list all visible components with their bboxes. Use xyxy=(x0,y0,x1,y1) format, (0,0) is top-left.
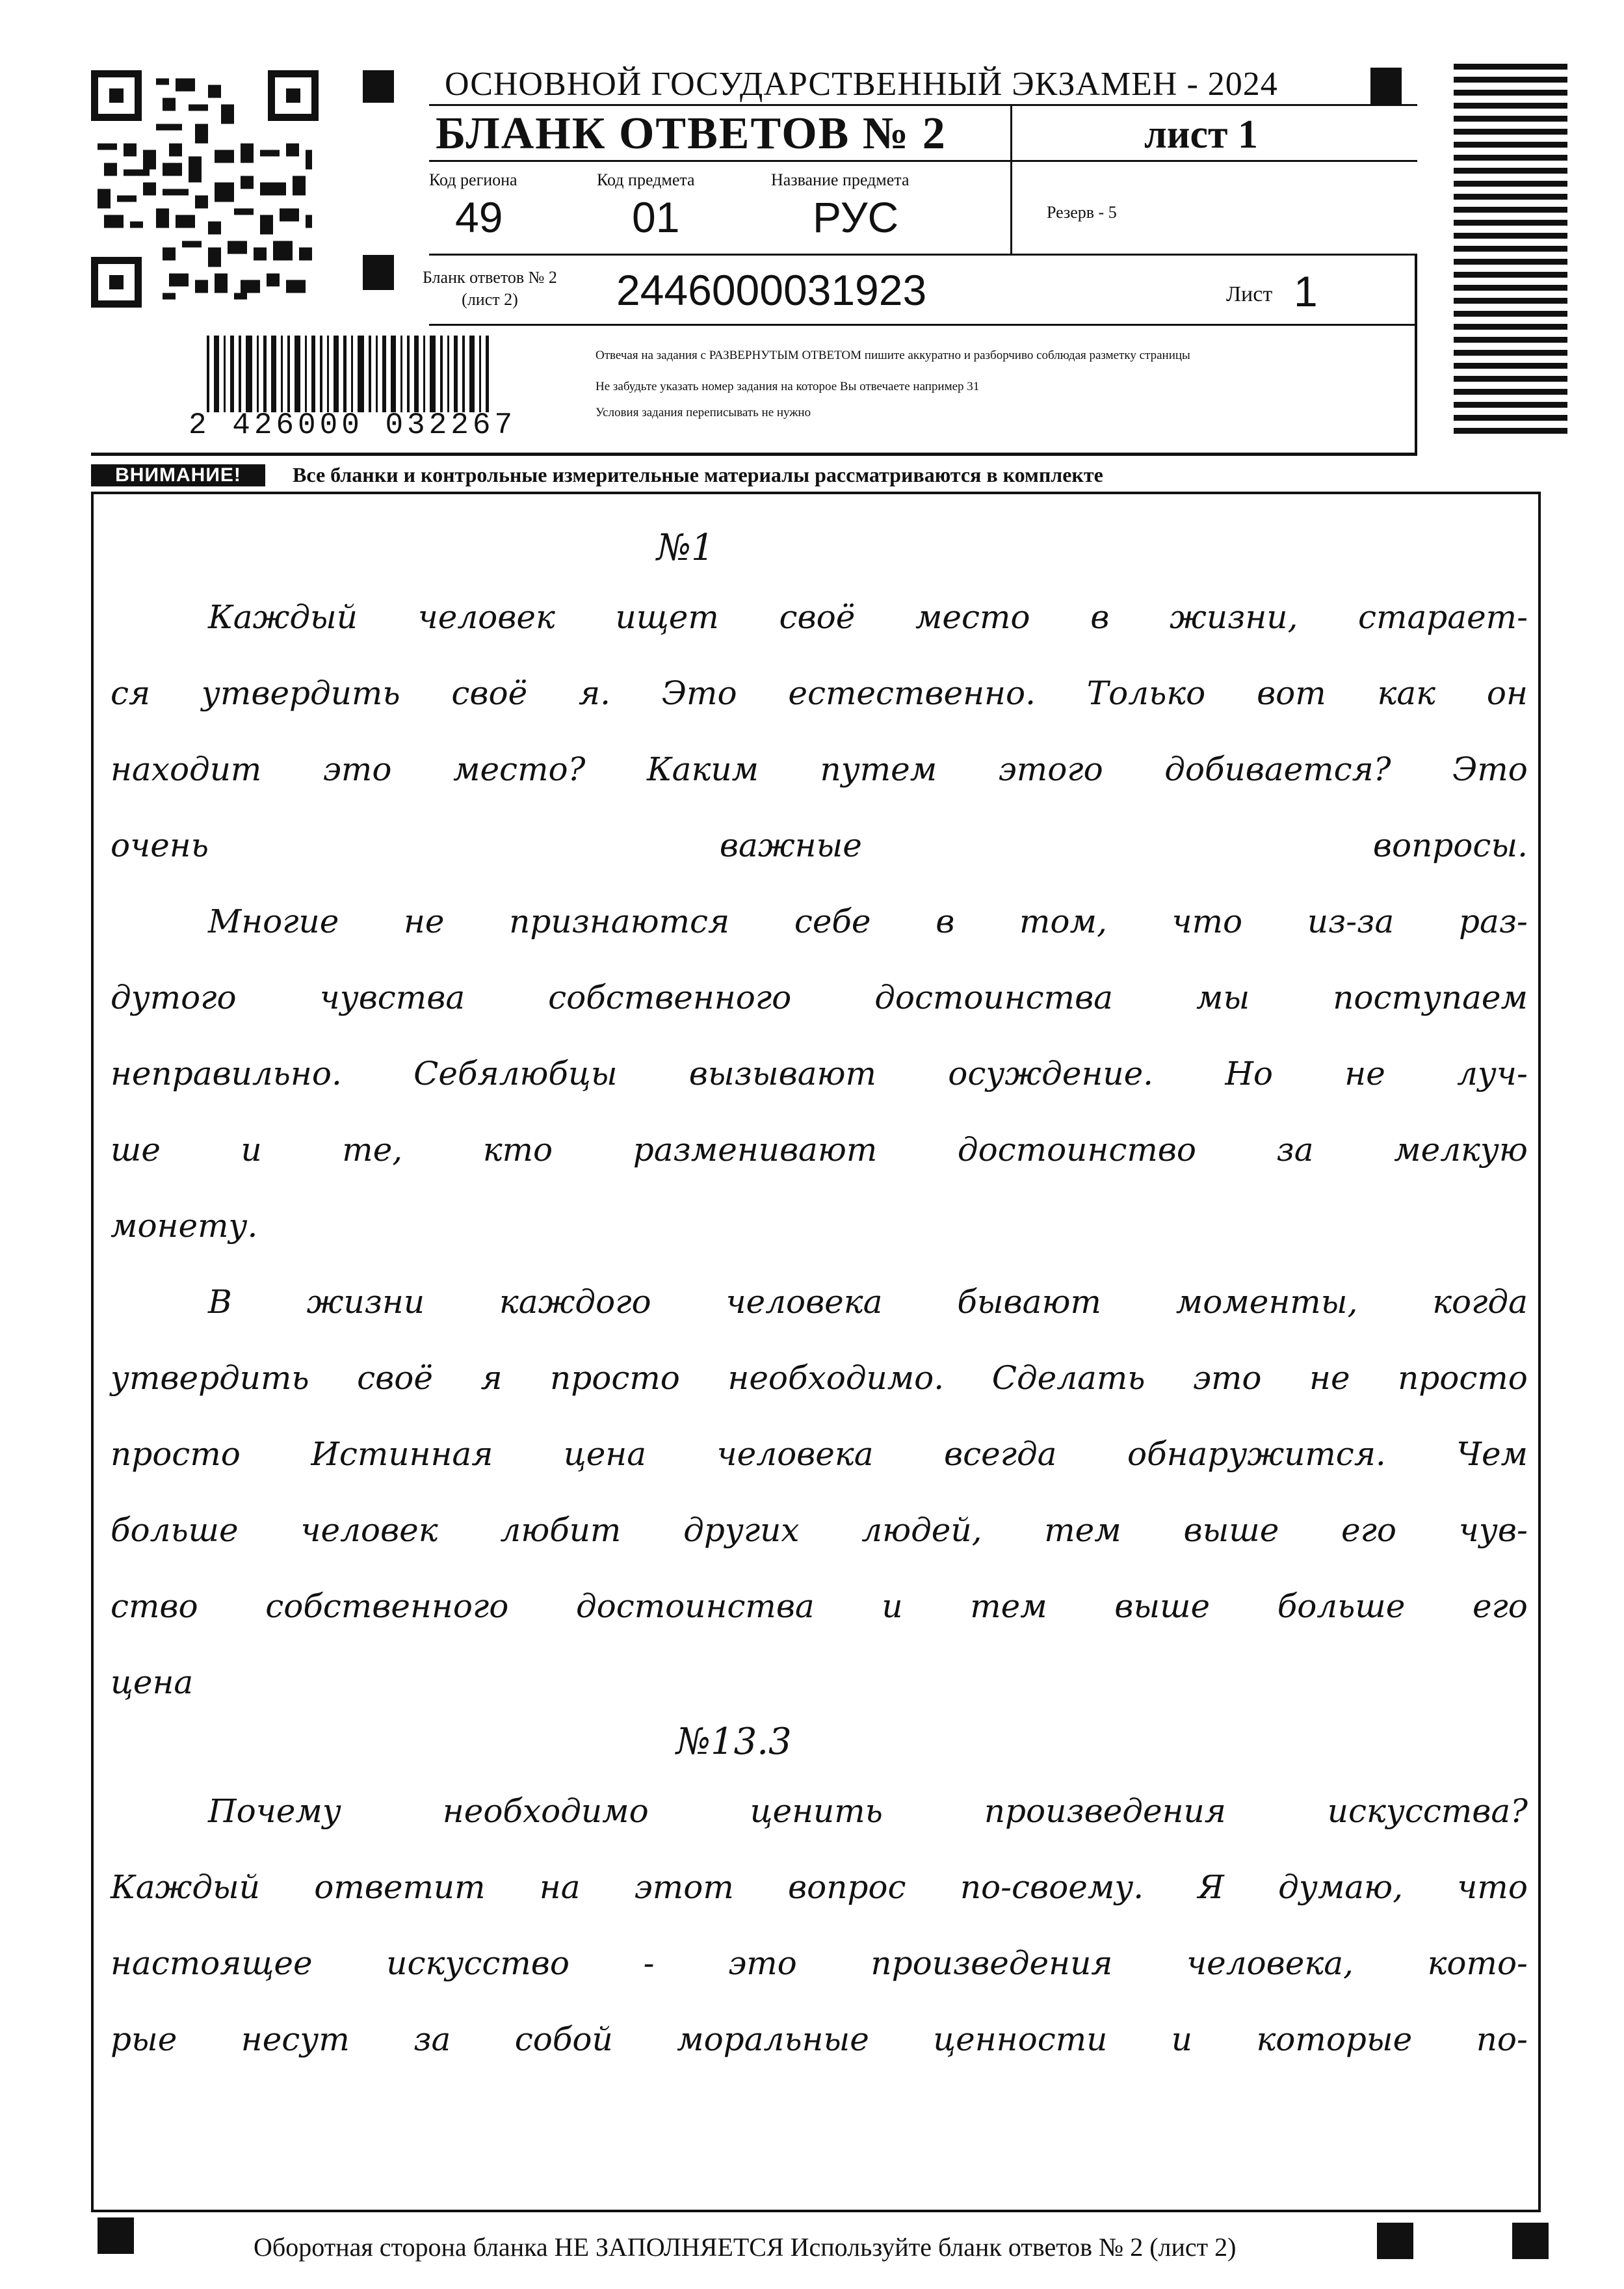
barcode-number: 2 426000 032267 xyxy=(189,408,517,442)
handwritten-line: Многие не признаются себе в том, что из-за раз- xyxy=(208,903,1528,940)
subject-code-label: Код предмета xyxy=(597,170,695,189)
region-code-value: 49 xyxy=(455,193,503,241)
task-number-heading: №13.3 xyxy=(676,1721,792,1763)
alignment-marker xyxy=(1377,2223,1413,2259)
warning-text: Все бланки и контрольные измерительные материалы рассматриваются в комплекте xyxy=(293,463,1103,486)
reserve-label: Резерв - 5 xyxy=(1047,203,1117,222)
task-number-heading: №1 xyxy=(657,527,714,569)
handwritten-line: дутого чувства собственного достоинства мы поступаем xyxy=(111,979,1528,1016)
handwritten-line: рые несут за собой моральные ценности и которые по- xyxy=(111,2020,1528,2058)
handwritten-line: Почему необходимо ценить произведения искусства? xyxy=(208,1792,1528,1830)
handwritten-line: монету. xyxy=(111,1207,258,1245)
sheet-label: лист 1 xyxy=(1144,112,1258,157)
instruction-line: Отвечая на задания с РАЗВЕРНУТЫМ ОТВЕТОМ пишите аккуратно и разборчиво соблюдая разметку страницы xyxy=(596,349,1190,362)
region-code-label: Код региона xyxy=(429,170,517,189)
alignment-marker xyxy=(363,70,394,103)
form-barcode xyxy=(207,336,551,412)
handwritten-line: цена xyxy=(111,1663,194,1701)
instruction-line: Условия задания переписывать не нужно xyxy=(596,406,811,419)
side-barcode xyxy=(1454,64,1567,447)
handwritten-line: очень важные вопросы. xyxy=(111,827,1528,864)
qr-code xyxy=(91,70,319,308)
form2-number: 2446000031923 xyxy=(616,266,927,314)
handwritten-line: ше и те, кто разменивают достоинство за мелкую xyxy=(111,1131,1528,1169)
handwritten-line: Каждый человек ищет своё место в жизни, старает- xyxy=(208,598,1528,636)
handwritten-line: ство собственного достоинства и тем выше больше его xyxy=(111,1587,1528,1625)
handwritten-line: утвердить своё я просто необходимо. Сделать это не просто xyxy=(111,1359,1528,1397)
sheet-word: Лист xyxy=(1226,282,1273,306)
alignment-marker xyxy=(98,2217,134,2254)
subject-code-value: 01 xyxy=(632,193,680,241)
handwritten-line: находит это место? Каким путем этого добивается? Это xyxy=(111,750,1528,788)
handwritten-line: больше человек любит других людей, тем выше его чув- xyxy=(111,1511,1528,1549)
subject-name-value: РУС xyxy=(813,193,899,241)
instruction-line: Не забудьте указать номер задания на которое Вы отвечаете например 31 xyxy=(596,380,980,393)
alignment-marker xyxy=(1370,68,1402,104)
exam-title: ОСНОВНОЙ ГОСУДАРСТВЕННЫЙ ЭКЗАМЕН - 2024 xyxy=(445,66,1278,103)
alignment-marker xyxy=(363,255,394,290)
handwritten-line: В жизни каждого человека бывают моменты, когда xyxy=(208,1283,1528,1321)
handwritten-line: ся утвердить своё я. Это естественно. Только вот как он xyxy=(111,674,1528,712)
handwritten-line: Каждый ответит на этот вопрос по-своему. Я думаю, что xyxy=(111,1868,1528,1906)
form2-label: Бланк ответов № 2 (лист 2) xyxy=(423,268,557,309)
sheet-number: 1 xyxy=(1294,267,1318,315)
subject-name-label: Название предмета xyxy=(771,170,910,189)
footer-note: Оборотная сторона бланка НЕ ЗАПОЛНЯЕТСЯ Используйте бланк ответов № 2 (лист 2) xyxy=(254,2232,1237,2262)
warning-badge: ВНИМАНИЕ! xyxy=(91,464,265,486)
handwritten-line: просто Истинная цена человека всегда обнаружится. Чем xyxy=(111,1435,1528,1473)
alignment-marker xyxy=(1512,2223,1549,2259)
form-title: БЛАНК ОТВЕТОВ № 2 xyxy=(436,109,947,159)
handwritten-line: неправильно. Себялюбцы вызывают осуждение. Но не луч- xyxy=(111,1055,1528,1092)
handwritten-line: настоящее искусство - это произведения человека, кото- xyxy=(111,1944,1528,1982)
